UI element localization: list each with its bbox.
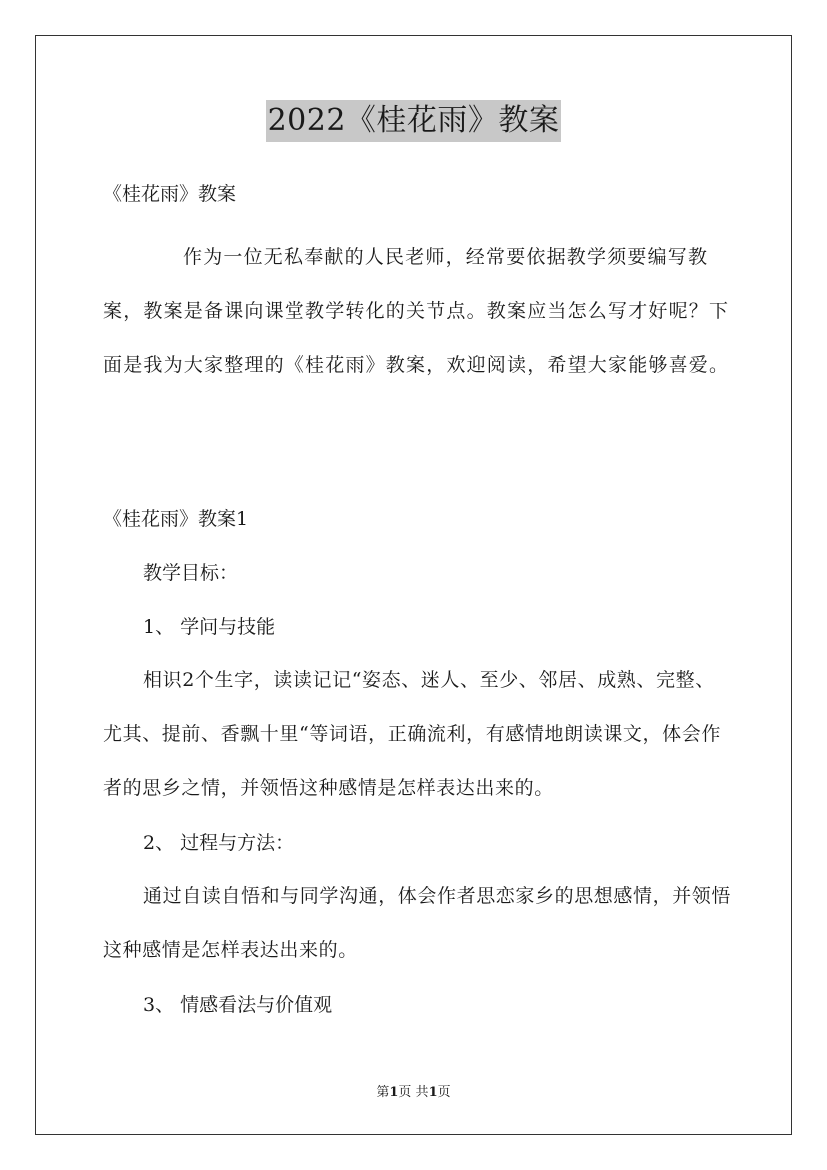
document-title: 2022《桂花雨》教案: [266, 100, 562, 142]
title-container: [0, 100, 827, 142]
footer-suffix: 页: [437, 1085, 451, 1100]
item2-paragraph: 通过自读自悟和与同学沟通，体会作者思恋家乡的思想感情，并领悟这种感情是怎样表达出来的。: [103, 885, 732, 961]
page-footer: [0, 1084, 827, 1102]
footer-mid: 页 共: [398, 1085, 429, 1100]
document-subtitle: 《桂花雨》教案: [103, 183, 237, 205]
footer-current-page: 1: [389, 1085, 399, 1100]
item3-label: 3、 情感看法与价值观: [143, 994, 333, 1016]
item2-label: 2、 过程与方法：: [143, 832, 295, 854]
footer-total-pages: 1: [428, 1085, 438, 1100]
item1-paragraph: 相识2个生字，读读记记“姿态、迷人、至少、邻居、成熟、完整、尤其、提前、香飘十里“等词语，正确流利，有感情地朗读课文，体会作者的思乡之情，并领悟这种感情是怎样表达出来的。: [103, 669, 721, 799]
intro-paragraph: 作为一位无私奉献的人民老师，经常要依据教学须要编写教案，教案是备课向课堂教学转化的关节点。教案应当怎么写才好呢？下面是我为大家整理的《桂花雨》教案，欢迎阅读，希望大家能够喜爱。: [103, 246, 730, 376]
item1-label: 1、 学问与技能: [143, 616, 276, 638]
section-heading: 《桂花雨》教案1: [103, 508, 249, 530]
footer-prefix: 第: [376, 1085, 390, 1100]
goal-label: 教学目标：: [143, 562, 239, 584]
